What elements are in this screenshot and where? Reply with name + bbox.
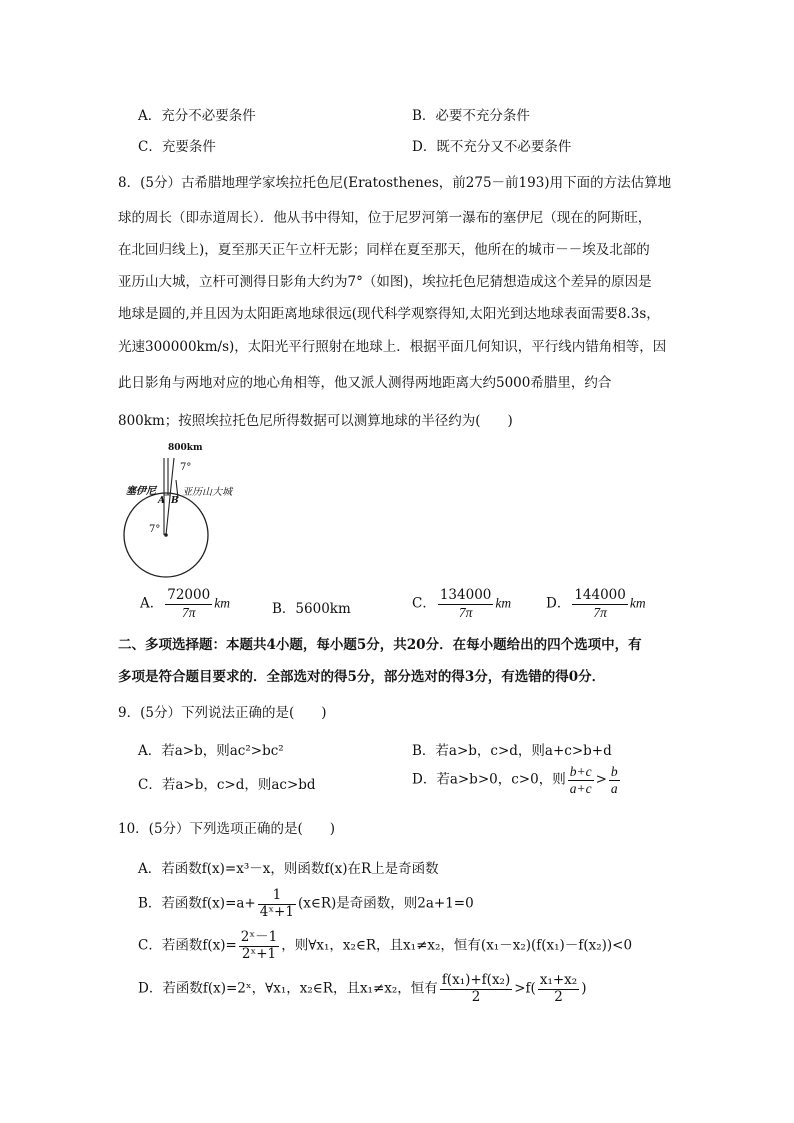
q10-d-end: ) [581, 980, 587, 997]
q9-option-c: C．若a>b，c>d，则ac>bd [138, 777, 316, 793]
q10-c-suffix: ，则∀x₁，x₂∈R，且x₁≠x₂，恒有(x₁－x₂)(f(x₁)－f(x₂))<0 [281, 937, 633, 954]
q8-c-prefix: C． [412, 595, 436, 612]
q9-d-num2: b [610, 764, 618, 779]
q9-d-num1: b+c [569, 764, 592, 779]
q10-c-num: 2ˣ－1 [240, 929, 278, 945]
q8-line-7: 此日影角与两地对应的地心角相等，他又派人测得两地距离大约5000希腊里，约合 [118, 375, 612, 391]
q9-d-den1: a+c [569, 780, 592, 796]
q9-d-gt: > [595, 771, 607, 788]
q10-option-a: A．若函数f(x)=x³－x，则函数f(x)在R上是奇函数 [138, 861, 439, 877]
q10-d-den1: 2 [471, 988, 481, 1005]
q8-option-c [412, 588, 511, 620]
q9-d-prefix: D．若a>b>0，c>0，则 [412, 771, 566, 788]
q8-c-unit: km [495, 595, 512, 611]
q7-option-c: C．充要条件 [138, 139, 216, 155]
q8-a-denominator: 7π [181, 604, 196, 620]
q8-d-denominator: 7π [593, 604, 607, 620]
label-b: B [171, 496, 179, 506]
q8-option-a [140, 588, 230, 620]
q10-d-mid: >f( [514, 980, 536, 997]
q8-c-numerator: 134000 [439, 587, 492, 603]
q10-d-num2: x₁+x₂ [539, 972, 578, 988]
q9-option-d [412, 764, 622, 796]
q10-d-fraction-2 [538, 973, 579, 1005]
q8-option-b: B．5600km [272, 601, 351, 617]
q9-d-fraction-1 [568, 764, 594, 796]
q8-a-prefix: A． [140, 595, 164, 612]
q8-c-denominator: 7π [458, 604, 473, 620]
q9-stem: 9．(5分）下列说法正确的是( ) [118, 705, 327, 721]
q8-c-fraction [438, 588, 494, 620]
q9-d-fraction-2 [609, 764, 620, 796]
q10-d-fraction-1 [440, 973, 512, 1005]
q8-a-fraction [165, 588, 212, 620]
q8-line-8: 800km；按照埃拉托色尼所得数据可以测算地球的半径约为( ) [118, 413, 513, 429]
q10-stem: 10．(5分）下列选项正确的是( ) [118, 821, 336, 837]
q10-b-den: 4ˣ+1 [259, 903, 294, 920]
q10-c-fraction [239, 930, 279, 962]
label-7deg-top: 7° [180, 462, 192, 473]
q8-a-unit: km [214, 595, 230, 611]
q10-d-num1: f(x₁)+f(x₂) [441, 972, 511, 988]
q10-option-b [138, 888, 474, 920]
q10-c-prefix: C．若函数f(x)= [138, 937, 237, 954]
q8-d-fraction [572, 588, 628, 620]
q10-d-den2: 2 [554, 988, 563, 1005]
q7-option-b: B．必要不充分条件 [412, 108, 530, 124]
label-7deg-center: 7° [149, 524, 161, 535]
q8-d-prefix: D． [546, 595, 571, 612]
q8-d-unit: km [629, 595, 646, 611]
q10-d-prefix: D．若函数f(x)=2ˣ，∀x₁，x₂∈R，且x₁≠x₂，恒有 [138, 980, 438, 997]
q10-b-fraction [258, 888, 296, 920]
label-a: A [158, 496, 165, 506]
q8-line-1: 8．(5分）古希腊地理学家埃拉托色尼(Eratosthenes，前275－前193)用下面的方法估算地 [118, 175, 672, 191]
q10-b-num: 1 [258, 888, 296, 905]
q7-option-d: D．既不充分又不必要条件 [412, 139, 572, 155]
q8-line-2: 球的周长（即赤道周长）．他从书中得知，位于尼罗河第一瀑布的塞伊尼（现在的阿斯旺， [118, 210, 652, 226]
q8-d-numerator: 144000 [574, 587, 626, 603]
q8-line-4: 亚历山大城，立杆可测得日影角大约为7°（如图)，埃拉托色尼猜想造成这个差异的原因是 [118, 274, 652, 290]
q8-line-3: 在北回归线上)，夏至那天正午立杆无影；同样在夏至那天，他所在的城市－－埃及北部的 [118, 242, 650, 258]
earth-sun-diagram [116, 440, 256, 585]
q10-option-c [138, 930, 632, 962]
q8-option-d [546, 588, 646, 620]
section-2-line-2: 多项是符合题目要求的．全部选对的得5分，部分选对的得3分，有选错的得0分． [118, 669, 606, 685]
q8-a-numerator: 72000 [167, 587, 211, 603]
q9-d-den2: a [610, 780, 618, 796]
q7-option-a: A．充分不必要条件 [138, 108, 256, 124]
q10-c-den: 2ˣ+1 [241, 945, 277, 962]
q10-b-prefix: B．若函数f(x)=a+ [138, 895, 256, 912]
q9-option-b: B．若a>b，c>d，则a+c>b+d [412, 743, 612, 759]
q9-option-a: A．若a>b，则ac²>bc² [138, 743, 284, 759]
q10-b-suffix: (x∈R)是奇函数，则2a+1=0 [297, 895, 474, 912]
q8-line-5: 地球是圆的,并且因为太阳距离地球很远(现代科学观察得知,太阳光到达地球表面需要8.3s， [118, 306, 660, 322]
earth-center [164, 533, 168, 537]
section-2-line-1: 二、多项选择题：本题共4小题，每小题5分，共20分．在每小题给出的四个选项中，有 [118, 637, 642, 653]
label-seyene: 塞伊尼 [126, 486, 156, 497]
q10-option-d [138, 973, 586, 1005]
q8-line-6: 光速300000km/s)，太阳光平行照射在地球上．根据平面几何知识，平行线内错角相等，因 [118, 339, 667, 355]
label-alexandria: 亚历山大城 [182, 487, 232, 498]
label-800km: 800km [168, 443, 203, 453]
